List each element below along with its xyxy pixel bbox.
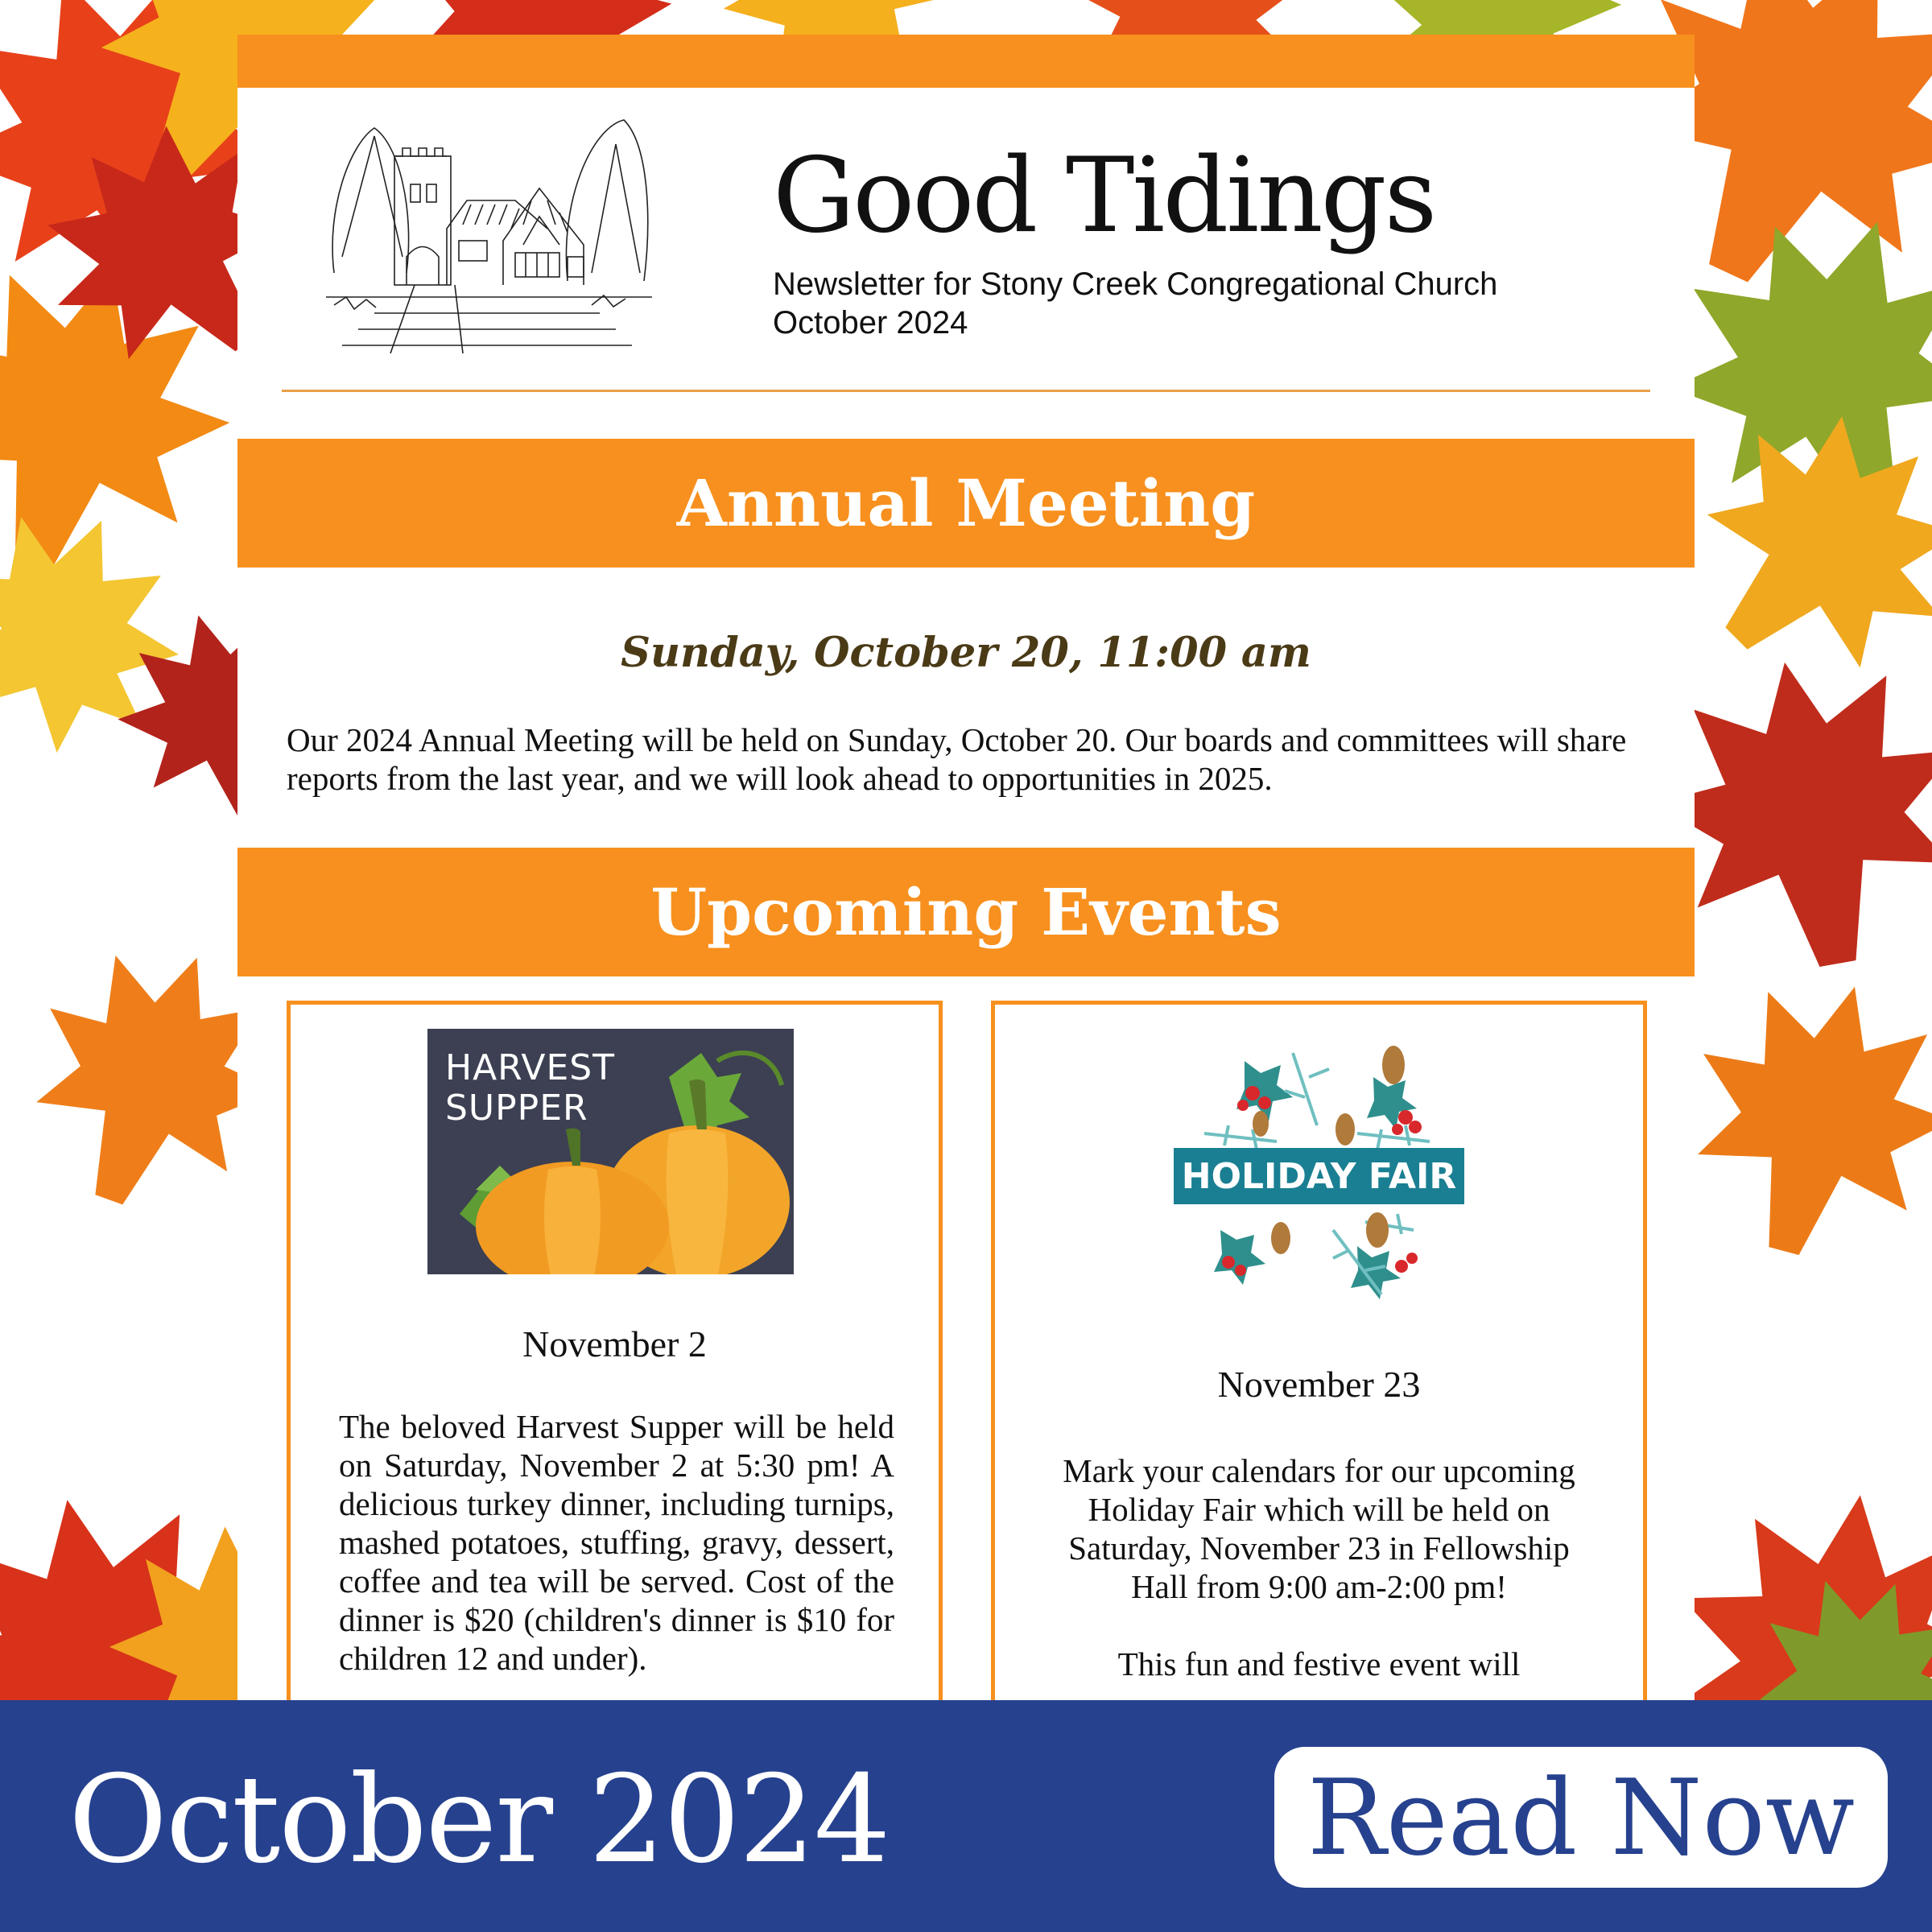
annual-meeting-description: Our 2024 Annual Meeting will be held on Sunday, October 20. Our boards and committees will share reports from the last year, and we will look ahead to opportunities in 2025. [287,721,1627,797]
top-accent-bar [237,35,1695,88]
event-card-harvest-supper [287,1001,943,1701]
subtitle-issue-date: October 2024 [773,305,968,341]
holiday-fair-paragraph-2: This fun and festive event will [1117,1645,1521,1682]
holiday-fair-description [1051,1451,1587,1683]
annual-meeting-date: Sunday, October 20, 11:00 am [621,629,1311,677]
newsletter-title: Good Tidings [773,136,1435,256]
masthead [237,88,1695,442]
read-now-button[interactable]: Read Now [1274,1747,1888,1888]
harvest-supper-date: November 2 [522,1323,707,1364]
upcoming-events-heading: Upcoming Events [237,848,1695,976]
church-illustration [326,112,652,357]
harvest-supper-graphic [427,1029,794,1274]
issue-date-label: October 2024 [68,1750,890,1890]
harvest-graphic-line1: HARVEST [445,1047,616,1088]
subtitle-church-name: Newsletter for Stony Creek Congregational Church [773,266,1498,302]
footer-banner [0,1700,1932,1932]
annual-meeting-heading: Annual Meeting [237,439,1695,568]
holiday-fair-date: November 23 [1217,1364,1421,1405]
holiday-fair-graphic [1172,1029,1466,1323]
event-card-holiday-fair [991,1001,1647,1701]
holiday-fair-paragraph-1: Mark your calendars for our upcoming Holiday Fair which will be held on Saturday, November 23 in Fellowship Hall from 9:00 am-2:00 pm! [1063,1452,1575,1605]
newsletter-page [237,35,1695,1701]
pumpkin-icon [427,1029,794,1274]
newsletter-subtitle [773,265,1497,342]
harvest-graphic-line2: SUPPER [445,1088,588,1129]
harvest-supper-description: The beloved Harvest Supper will be held on Saturday, November 2 at 5:30 pm! A delicious turkey dinner, including turnips, mashed potatoes, stuffing, gravy, dessert, coffee and tea will be served. Cost of the dinner is $20 (children's dinner is $10 for children 12 and under). [339,1408,894,1677]
masthead-divider [282,390,1650,392]
holiday-fair-banner: HOLIDAY FAIR [1174,1148,1464,1204]
